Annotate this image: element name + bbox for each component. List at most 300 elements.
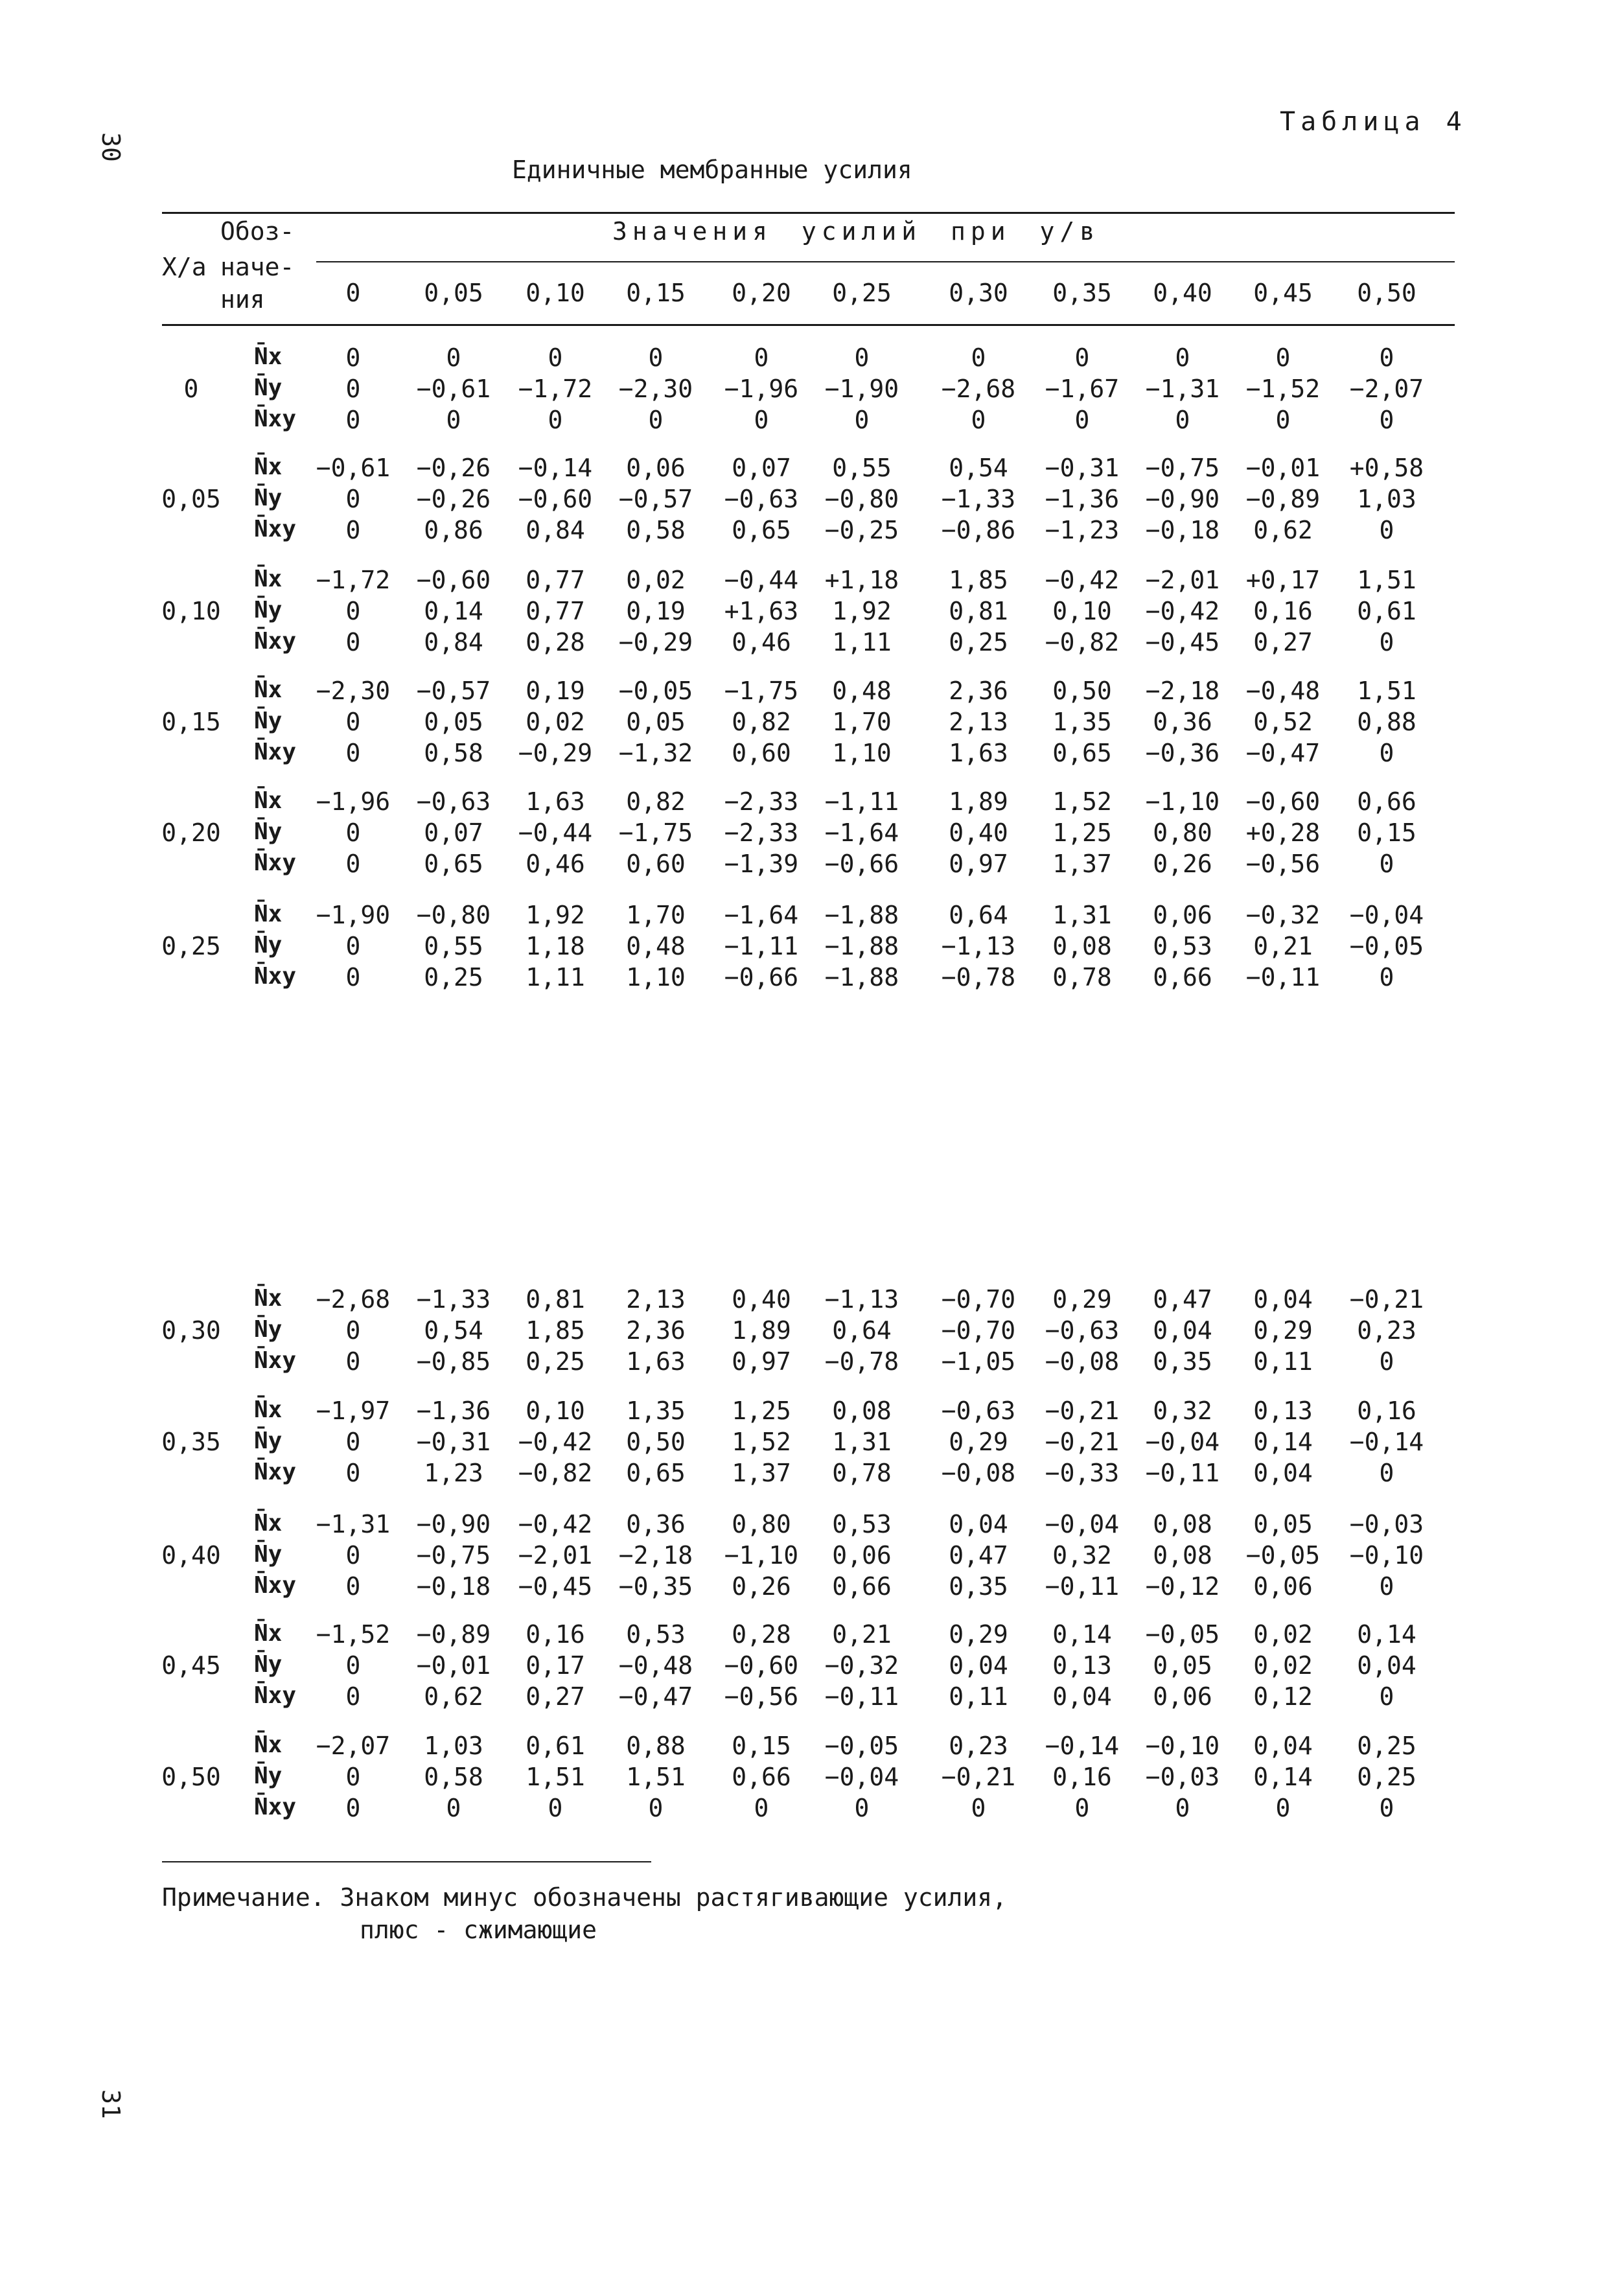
row-label: N̄x [254,1397,283,1423]
table-cell: −0,42 [518,1510,593,1538]
table-cell: −1,13 [941,932,1016,960]
table-cell: 0,10 [1052,597,1112,625]
table-cell: −1,88 [824,901,899,929]
table-cell: −0,21 [1045,1397,1120,1425]
table-cell: −0,08 [1045,1347,1120,1376]
table-cell: 0,08 [1052,932,1112,960]
table-cell: −0,05 [824,1732,899,1760]
table-cell: 1,51 [626,1763,686,1791]
row-label: N̄y [254,1651,283,1678]
table-cell: 0,06 [1153,901,1212,929]
table-cell: 0,35 [1153,1347,1212,1376]
table-cell: 0,14 [1357,1620,1416,1649]
table-cell: 0,48 [626,932,686,960]
table-cell: −1,36 [416,1397,491,1425]
table-cell: 0,02 [526,708,585,736]
table-cell: 0,65 [1052,739,1112,767]
table-cell: −0,82 [1045,628,1120,656]
table-cell: 0,27 [1253,628,1313,656]
table-cell: 0 [1275,343,1291,372]
table-cell: 0,66 [1357,787,1416,816]
table-cell: 0,14 [1253,1763,1313,1791]
row-label: N̄xy [254,850,297,876]
table-cell: 0 [345,1316,361,1345]
table-cell: 0,07 [732,454,791,482]
table-cell: 0,65 [732,516,791,544]
table-cell: 0,86 [424,516,483,544]
table-cell: 0,62 [424,1682,483,1711]
table-cell: 0,78 [1052,963,1112,991]
table-cell: 1,51 [1357,566,1416,594]
table-cell: −0,90 [416,1510,491,1538]
table-cell: 0,28 [732,1620,791,1649]
row-label: N̄x [254,1732,283,1758]
row-label: N̄x [254,1620,283,1647]
table-cell: 0 [345,1682,361,1711]
table-cell: −0,66 [724,963,799,991]
table-cell: 1,63 [949,739,1008,767]
table-cell: 1,92 [832,597,892,625]
table-cell: −1,11 [724,932,799,960]
table-cell: −0,90 [1145,485,1220,513]
table-cell: −0,75 [1145,454,1220,482]
row-label: N̄y [254,597,283,623]
table-cell: 0,21 [1253,932,1313,960]
header-y-value: 0,45 [1253,279,1313,307]
table-cell: −0,56 [724,1682,799,1711]
header-bottom-rule [162,324,1455,326]
table-cell: 0,36 [626,1510,686,1538]
table-cell: 0,60 [626,850,686,878]
table-cell: 0 [345,375,361,403]
header-y-value: 0 [345,279,361,307]
table-cell: −0,61 [316,454,391,482]
table-cell: −0,04 [1349,901,1424,929]
group-xa-value: 0,30 [161,1316,221,1345]
table-cell: −1,39 [724,850,799,878]
table-cell: −1,72 [518,375,593,403]
row-label: N̄xy [254,1682,297,1709]
table-cell: 1,11 [832,628,892,656]
table-cell: −1,33 [416,1285,491,1314]
table-cell: −0,80 [416,901,491,929]
table-cell: 0,02 [626,566,686,594]
table-cell: 2,36 [626,1316,686,1345]
table-cell: 0,58 [424,1763,483,1791]
table-cell: 2,36 [949,677,1008,705]
table-cell: −0,04 [824,1763,899,1791]
table-cell: −0,44 [724,566,799,594]
table-cell: 0 [1175,1794,1190,1822]
table-cell: 0 [754,1794,769,1822]
table-cell: −0,89 [416,1620,491,1649]
table-cell: 1,03 [424,1732,483,1760]
row-label: N̄xy [254,1347,297,1374]
table-cell: 0,61 [1357,597,1416,625]
table-cell: −0,57 [618,485,693,513]
table-cell: 0 [1275,406,1291,434]
table-cell: 0,66 [732,1763,791,1791]
header-y-value: 0,10 [526,279,585,307]
table-cell: 0,04 [949,1510,1008,1538]
table-cell: −1,67 [1045,375,1120,403]
row-label: N̄xy [254,516,297,542]
table-cell: 0,14 [1052,1620,1112,1649]
table-cell: 0 [345,597,361,625]
table-cell: −1,75 [618,818,693,847]
table-cell: 0 [1379,1794,1394,1822]
table-cell: −0,29 [518,739,593,767]
table-cell: 0 [971,406,986,434]
table-cell: 0,26 [732,1572,791,1601]
table-cell: 0 [345,739,361,767]
row-label: N̄xy [254,1572,297,1599]
table-cell: 0 [345,963,361,991]
table-cell: −0,42 [518,1428,593,1456]
table-cell: 0,82 [732,708,791,736]
table-cell: 0,17 [526,1651,585,1680]
table-cell: 1,11 [526,963,585,991]
table-cell: −0,48 [1245,677,1321,705]
table-cell: 0,11 [949,1682,1008,1711]
table-cell: −0,70 [941,1285,1016,1314]
table-cell: 0,50 [626,1428,686,1456]
table-cell: −0,05 [618,677,693,705]
table-cell: −0,66 [824,850,899,878]
table-cell: 0,48 [832,677,892,705]
table-cell: 0 [1379,1459,1394,1487]
table-cell: −0,25 [824,516,899,544]
table-cell: 1,37 [732,1459,791,1487]
group-xa-value: 0 [183,375,199,403]
table-cell: −0,78 [824,1347,899,1376]
table-cell: −2,18 [618,1541,693,1570]
table-cell: 0 [648,343,664,372]
table-cell: −0,56 [1245,850,1321,878]
table-cell: 0,66 [832,1572,892,1601]
table-cell: −0,35 [618,1572,693,1601]
table-cell: 0,61 [526,1732,585,1760]
table-cell: 0,32 [1153,1397,1212,1425]
table-cell: 0,05 [1153,1651,1212,1680]
table-cell: 0 [1379,343,1394,372]
row-label: N̄x [254,566,283,592]
table-cell: 0,02 [1253,1651,1313,1680]
table-cell: −0,47 [618,1682,693,1711]
table-cell: −0,21 [941,1763,1016,1791]
table-cell: 0,88 [626,1732,686,1760]
table-cell: 0,25 [1357,1763,1416,1791]
table-cell: 0,29 [949,1620,1008,1649]
table-cell: 0 [1379,628,1394,656]
row-label: N̄xy [254,406,297,432]
table-cell: +1,18 [824,566,899,594]
table-label: Таблица 4 [1280,107,1467,137]
table-cell: −2,01 [1145,566,1220,594]
table-cell: 1,18 [526,932,585,960]
table-cell: 0 [648,406,664,434]
table-cell: 1,51 [1357,677,1416,705]
table-cell: 1,35 [1052,708,1112,736]
table-cell: 0,12 [1253,1682,1313,1711]
table-cell: 0 [548,1794,563,1822]
table-cell: +0,58 [1349,454,1424,482]
table-cell: 0,53 [832,1510,892,1538]
table-cell: 0,04 [1052,1682,1112,1711]
table-cell: 0,64 [832,1316,892,1345]
table-cell: 0 [1175,343,1190,372]
table-cell: 0,05 [626,708,686,736]
table-cell: −0,42 [1045,566,1120,594]
table-cell: 0,08 [1153,1541,1212,1570]
table-cell: 0 [971,1794,986,1822]
table-cell: −1,23 [1045,516,1120,544]
table-cell: 0 [345,1794,361,1822]
row-label: N̄xy [254,739,297,765]
table-cell: 0 [1379,1572,1394,1601]
table-cell: 0,10 [526,1397,585,1425]
table-cell: −1,96 [316,787,391,816]
table-cell: 0,78 [832,1459,892,1487]
row-label: N̄y [254,1316,283,1343]
table-cell: −0,21 [1349,1285,1424,1314]
table-cell: 1,70 [626,901,686,929]
table-cell: 0 [345,818,361,847]
table-cell: −0,08 [941,1459,1016,1487]
table-cell: −1,72 [316,566,391,594]
table-cell: 1,85 [949,566,1008,594]
table-cell: 0 [1379,1682,1394,1711]
table-cell: 0,25 [424,963,483,991]
row-label: N̄x [254,1285,283,1312]
table-cell: 0,13 [1052,1651,1112,1680]
table-cell: 0,16 [526,1620,585,1649]
table-cell: 1,52 [1052,787,1112,816]
row-label: N̄y [254,485,283,511]
table-cell: −1,64 [824,818,899,847]
table-cell: 0,23 [1357,1316,1416,1345]
table-cell: 0 [854,1794,870,1822]
table-cell: 0 [345,628,361,656]
table-cell: 0,25 [1357,1732,1416,1760]
table-cell: −2,01 [518,1541,593,1570]
table-cell: 1,25 [1052,818,1112,847]
table-cell: −0,03 [1145,1763,1220,1791]
table-cell: −0,11 [1145,1459,1220,1487]
table-cell: −0,05 [1245,1541,1321,1570]
header-y-value: 0,05 [424,279,483,307]
table-cell: 0,47 [949,1541,1008,1570]
table-cell: −2,18 [1145,677,1220,705]
table-cell: 0 [446,406,461,434]
table-cell: 0,65 [424,850,483,878]
table-cell: −1,90 [824,375,899,403]
table-cell: −0,89 [1245,485,1321,513]
table-cell: −1,88 [824,963,899,991]
table-cell: 0,29 [949,1428,1008,1456]
table-cell: 0,58 [424,739,483,767]
row-label: N̄xy [254,1459,297,1485]
header-values-title: Значения усилий при у/в [612,217,1100,246]
table-cell: 0,19 [526,677,585,705]
table-cell: −0,05 [1349,932,1424,960]
table-cell: 0 [345,516,361,544]
table-cell: −0,03 [1349,1510,1424,1538]
table-cell: −1,36 [1045,485,1120,513]
table-cell: −1,64 [724,901,799,929]
table-cell: 0,84 [424,628,483,656]
table-cell: −0,26 [416,485,491,513]
table-cell: 1,23 [424,1459,483,1487]
table-cell: −0,05 [1145,1620,1220,1649]
note-line-1: Примечание. Знаком минус обозначены растягивающие усилия, [162,1883,1008,1912]
group-xa-value: 0,45 [161,1651,221,1680]
table-cell: 1,70 [832,708,892,736]
table-cell: −2,30 [618,375,693,403]
table-cell: 0,15 [732,1732,791,1760]
table-cell: −0,85 [416,1347,491,1376]
table-cell: −0,75 [416,1541,491,1570]
table-cell: 1,52 [732,1428,791,1456]
table-cell: 0 [1074,1794,1090,1822]
row-label: N̄xy [254,1794,297,1820]
header-y-value: 0,20 [732,279,791,307]
row-label: N̄x [254,677,283,703]
group-xa-value: 0,10 [161,597,221,625]
table-cell: 0 [648,1794,664,1822]
table-cell: 0,16 [1253,597,1313,625]
table-cell: 0,19 [626,597,686,625]
table-cell: −0,18 [416,1572,491,1601]
table-cell: 0,66 [1153,963,1212,991]
table-cell: −0,04 [1145,1428,1220,1456]
table-cell: 0 [345,485,361,513]
table-cell: 0,16 [1357,1397,1416,1425]
table-cell: 0,06 [832,1541,892,1570]
table-cell: 0,08 [832,1397,892,1425]
table-cell: 0,26 [1153,850,1212,878]
table-cell: 0,40 [949,818,1008,847]
table-cell: −1,52 [316,1620,391,1649]
note-line-2: плюс - сжимающие [360,1916,597,1944]
table-cell: −0,12 [1145,1572,1220,1601]
table-cell: 0,55 [424,932,483,960]
table-cell: −0,14 [1349,1428,1424,1456]
table-cell: −0,31 [1045,454,1120,482]
table-cell: −0,32 [1245,901,1321,929]
group-xa-value: 0,40 [161,1541,221,1570]
table-cell: −1,11 [824,787,899,816]
row-label: N̄y [254,1541,283,1568]
table-cell: −2,33 [724,787,799,816]
table-cell: −1,96 [724,375,799,403]
table-cell: −0,60 [416,566,491,594]
table-cell: 1,35 [626,1397,686,1425]
table-cell: −0,42 [1145,597,1220,625]
table-cell: −0,31 [416,1428,491,1456]
table-cell: 0 [548,343,563,372]
table-cell: +1,63 [724,597,799,625]
table-cell: 0 [1379,739,1394,767]
table-cell: 0,14 [1253,1428,1313,1456]
header-mid-rule [316,261,1455,262]
row-label: N̄xy [254,963,297,990]
table-cell: 2,13 [626,1285,686,1314]
table-cell: 0,46 [732,628,791,656]
table-cell: 0,82 [626,787,686,816]
table-cell: 0,80 [1153,818,1212,847]
table-cell: 0,04 [1153,1316,1212,1345]
table-cell: −0,32 [824,1651,899,1680]
table-cell: 0 [854,343,870,372]
table-cell: −0,36 [1145,739,1220,767]
table-cell: −0,63 [941,1397,1016,1425]
table-cell: 1,31 [832,1428,892,1456]
table-cell: 0,65 [626,1459,686,1487]
table-cell: 0 [345,1541,361,1570]
table-cell: 0 [1074,343,1090,372]
row-label: N̄y [254,818,283,845]
table-cell: 0,23 [949,1732,1008,1760]
table-cell: −1,97 [316,1397,391,1425]
table-cell: 0 [1175,406,1190,434]
row-label: N̄y [254,375,283,401]
note-rule [162,1861,651,1862]
table-cell: 0,04 [1357,1651,1416,1680]
header-designation-1: Обоз- [220,217,295,246]
table-cell: −0,11 [824,1682,899,1711]
table-cell: 0,77 [526,566,585,594]
table-cell: −0,45 [518,1572,593,1601]
table-cell: −1,88 [824,932,899,960]
header-y-value: 0,30 [949,279,1008,307]
table-cell: 1,89 [732,1316,791,1345]
table-cell: −0,14 [518,454,593,482]
table-cell: 1,85 [526,1316,585,1345]
table-cell: 0,25 [526,1347,585,1376]
table-cell: 0,40 [732,1285,791,1314]
table-cell: 0,04 [1253,1459,1313,1487]
table-cell: 0,46 [526,850,585,878]
group-xa-value: 0,05 [161,485,221,513]
table-cell: −0,48 [618,1651,693,1680]
table-cell: −0,70 [941,1316,1016,1345]
group-xa-value: 0,25 [161,932,221,960]
table-cell: 0,62 [1253,516,1313,544]
table-cell: −0,11 [1045,1572,1120,1601]
table-cell: 0,06 [1253,1572,1313,1601]
header-xa: X/a [162,253,207,281]
table-cell: 1,31 [1052,901,1112,929]
page-number-bottom: 31 [96,2089,125,2119]
table-cell: 1,63 [626,1347,686,1376]
table-cell: 0,32 [1052,1541,1112,1570]
table-cell: −0,10 [1349,1541,1424,1570]
table-cell: −0,63 [724,485,799,513]
table-cell: 0,81 [526,1285,585,1314]
table-cell: 1,10 [626,963,686,991]
table-cell: −0,60 [724,1651,799,1680]
table-cell: 1,89 [949,787,1008,816]
table-cell: 0,55 [832,454,892,482]
table-cell: 1,10 [832,739,892,767]
table-cell: 0,29 [1253,1316,1313,1345]
table-cell: −0,04 [1045,1510,1120,1538]
row-label: N̄y [254,932,283,958]
table-cell: 0,04 [949,1651,1008,1680]
table-cell: −2,07 [1349,375,1424,403]
table-cell: 0,53 [626,1620,686,1649]
